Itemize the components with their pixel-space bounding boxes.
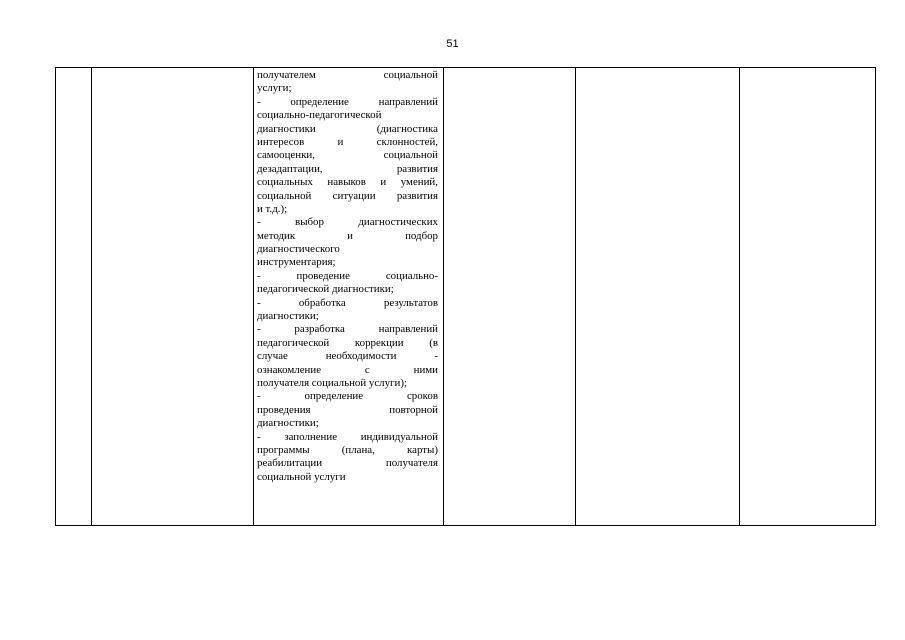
- service-table: [55, 67, 876, 526]
- column-divider: [443, 68, 444, 525]
- cell-text-line: - выбор диагностических: [257, 216, 438, 229]
- cell-text-line: получателем социальной: [257, 69, 438, 81]
- cell-text-line: - разработка направлений: [257, 323, 438, 336]
- cell-text-line: диагностики;: [257, 417, 319, 430]
- cell-text-line: получателя социальной услуги);: [257, 376, 407, 389]
- cell-text-line: программы (плана, карты): [257, 443, 438, 456]
- cell-text-line: самооценки, социальной: [257, 149, 438, 162]
- cell-text-line: реабилитации получателя: [257, 457, 438, 470]
- cell-text-line: дезадаптации, развития: [257, 162, 438, 175]
- cell-text-line: диагностики (диагностика: [257, 122, 438, 135]
- column-divider: [575, 68, 576, 525]
- cell-text-line: - заполнение индивидуальной: [257, 430, 438, 443]
- cell-text-line: инструментария;: [257, 256, 336, 269]
- cell-text-line: педагогической коррекции (в: [257, 336, 438, 349]
- cell-text-line: социальных навыков и умений,: [257, 176, 438, 189]
- cell-text-line: социально-педагогической: [257, 109, 382, 122]
- cell-text-line: услуги;: [257, 82, 292, 95]
- column-divider: [253, 68, 254, 525]
- cell-text-line: диагностического: [257, 243, 340, 256]
- column-divider: [91, 68, 92, 525]
- cell-text-line: социальной услуги: [257, 470, 346, 483]
- cell-text-line: и т.д.);: [257, 202, 288, 215]
- cell-text-line: случае необходимости -: [257, 350, 438, 363]
- cell-text-line: социальной ситуации развития: [257, 189, 438, 202]
- cell-text-line: ознакомление с ними: [257, 363, 438, 376]
- cell-text-line: интересов и склонностей,: [257, 135, 438, 148]
- cell-text-line: педагогической диагностики;: [257, 283, 394, 296]
- cell-text-line: - проведение социально-: [257, 269, 438, 282]
- cell-text-line: диагностики;: [257, 310, 319, 323]
- service-description-cell: [257, 69, 438, 484]
- column-divider: [739, 68, 740, 525]
- cell-text-line: проведения повторной: [257, 403, 438, 416]
- cell-text-line: - определение сроков: [257, 390, 438, 403]
- page-number: 51: [446, 38, 459, 50]
- cell-text-line: - обработка результатов: [257, 296, 438, 309]
- cell-text-line: - определение направлений: [257, 95, 438, 108]
- cell-text-line: методик и подбор: [257, 229, 438, 242]
